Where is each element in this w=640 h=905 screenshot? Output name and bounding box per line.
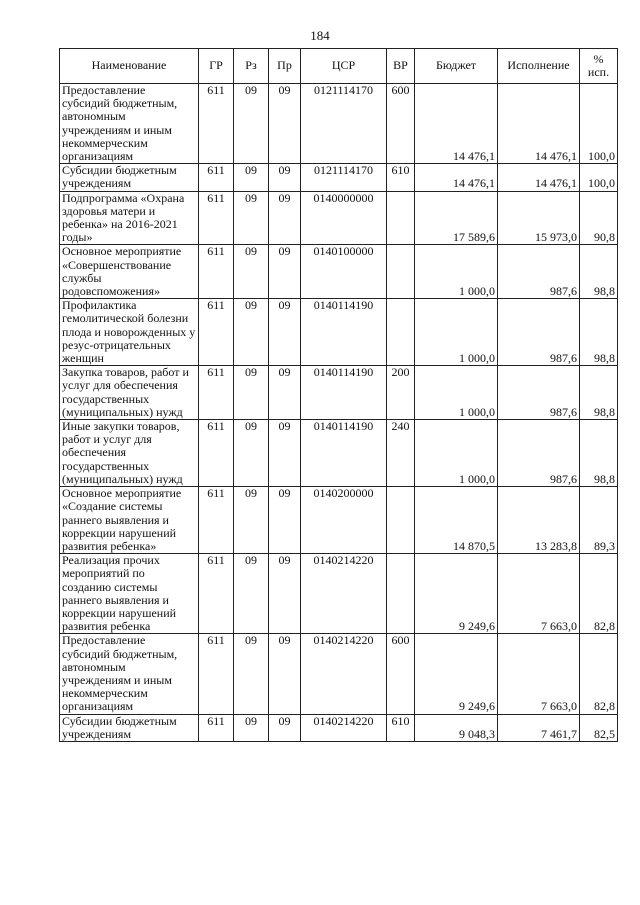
cell-csr: 0121114170 (301, 164, 387, 191)
cell-csr: 0140214220 (301, 554, 387, 634)
cell-rz: 09 (234, 299, 269, 366)
header-budget: Бюджет (415, 49, 498, 84)
cell-gr: 611 (199, 84, 234, 164)
header-csr: ЦСР (301, 49, 387, 84)
cell-vr (387, 299, 415, 366)
cell-rz: 09 (234, 634, 269, 714)
cell-name: Субсидии бюджетным учреждениям (60, 714, 199, 741)
cell-name: Профилактика гемолитической болезни плода и новорожденных у резус-отрицательных женщин (60, 299, 199, 366)
cell-name: Субсидии бюджетным учреждениям (60, 164, 199, 191)
cell-gr: 611 (199, 366, 234, 420)
cell-pr: 09 (269, 366, 301, 420)
cell-gr: 611 (199, 487, 234, 554)
cell-name: Подпрограмма «Охрана здоровья матери и ребенка» на 2016-2021 годы» (60, 191, 199, 245)
header-rz: Рз (234, 49, 269, 84)
cell-budget: 1 000,0 (415, 245, 498, 299)
cell-execution: 7 461,7 (498, 714, 580, 741)
cell-execution: 13 283,8 (498, 487, 580, 554)
cell-csr: 0140114190 (301, 366, 387, 420)
cell-pr: 09 (269, 245, 301, 299)
cell-execution: 14 476,1 (498, 164, 580, 191)
header-percent (580, 49, 618, 84)
cell-csr: 0140100000 (301, 245, 387, 299)
cell-vr: 240 (387, 420, 415, 487)
header-percent-label: исп. (587, 65, 610, 79)
table-header-row (60, 49, 618, 84)
cell-name: Предоставление субсидий бюджетным, автономным учреждениям и иным некоммерческим организациям (60, 84, 199, 164)
header-pr: Пр (269, 49, 301, 84)
cell-execution: 987,6 (498, 299, 580, 366)
cell-pr: 09 (269, 164, 301, 191)
cell-rz: 09 (234, 366, 269, 420)
cell-rz: 09 (234, 84, 269, 164)
cell-rz: 09 (234, 420, 269, 487)
cell-budget: 9 249,6 (415, 634, 498, 714)
header-percent-symbol: % (593, 52, 604, 66)
cell-csr: 0140000000 (301, 191, 387, 245)
cell-pr: 09 (269, 554, 301, 634)
cell-percent: 98,8 (580, 420, 618, 487)
cell-vr (387, 487, 415, 554)
table-row (60, 714, 618, 741)
header-gr: ГР (199, 49, 234, 84)
table-row (60, 420, 618, 487)
cell-name: Основное мероприятие «Совершенствование службы родовспоможения» (60, 245, 199, 299)
cell-rz: 09 (234, 191, 269, 245)
cell-execution: 987,6 (498, 366, 580, 420)
cell-percent: 82,5 (580, 714, 618, 741)
cell-budget: 14 476,1 (415, 84, 498, 164)
cell-pr: 09 (269, 487, 301, 554)
cell-csr: 0140200000 (301, 487, 387, 554)
cell-percent: 98,8 (580, 299, 618, 366)
cell-execution: 7 663,0 (498, 554, 580, 634)
cell-rz: 09 (234, 714, 269, 741)
cell-gr: 611 (199, 634, 234, 714)
cell-gr: 611 (199, 299, 234, 366)
cell-name: Основное мероприятие «Создание системы раннего выявления и коррекции нарушений развития ребенка» (60, 487, 199, 554)
table-row (60, 299, 618, 366)
cell-percent: 90,8 (580, 191, 618, 245)
cell-budget: 14 870,5 (415, 487, 498, 554)
header-name: Наименование (60, 49, 199, 84)
cell-gr: 611 (199, 245, 234, 299)
cell-name: Реализация прочих мероприятий по созданию системы раннего выявления и коррекции нарушений развития ребенка (60, 554, 199, 634)
cell-budget: 1 000,0 (415, 366, 498, 420)
cell-csr: 0140114190 (301, 299, 387, 366)
budget-table (59, 48, 618, 742)
table-row (60, 164, 618, 191)
cell-execution: 987,6 (498, 245, 580, 299)
cell-pr: 09 (269, 420, 301, 487)
cell-percent: 82,8 (580, 554, 618, 634)
cell-percent: 89,3 (580, 487, 618, 554)
cell-percent: 100,0 (580, 164, 618, 191)
cell-pr: 09 (269, 714, 301, 741)
cell-gr: 611 (199, 554, 234, 634)
cell-pr: 09 (269, 191, 301, 245)
cell-percent: 98,8 (580, 245, 618, 299)
cell-vr: 610 (387, 714, 415, 741)
cell-name: Закупка товаров, работ и услуг для обеспечения государственных (муниципальных) нужд (60, 366, 199, 420)
cell-gr: 611 (199, 420, 234, 487)
table-row (60, 245, 618, 299)
cell-budget: 9 048,3 (415, 714, 498, 741)
cell-pr: 09 (269, 634, 301, 714)
cell-vr (387, 554, 415, 634)
cell-percent: 100,0 (580, 84, 618, 164)
cell-name: Иные закупки товаров, работ и услуг для обеспечения государственных (муниципальных) нужд (60, 420, 199, 487)
cell-budget: 1 000,0 (415, 299, 498, 366)
cell-vr: 600 (387, 634, 415, 714)
cell-budget: 17 589,6 (415, 191, 498, 245)
table-row (60, 634, 618, 714)
table-row (60, 84, 618, 164)
cell-vr: 200 (387, 366, 415, 420)
header-execution: Исполнение (498, 49, 580, 84)
cell-budget: 1 000,0 (415, 420, 498, 487)
cell-rz: 09 (234, 487, 269, 554)
table-row (60, 487, 618, 554)
table-body (60, 84, 618, 742)
cell-csr: 0140114190 (301, 420, 387, 487)
cell-percent: 98,8 (580, 366, 618, 420)
cell-execution: 987,6 (498, 420, 580, 487)
cell-percent: 82,8 (580, 634, 618, 714)
cell-budget: 9 249,6 (415, 554, 498, 634)
page-number: 184 (310, 28, 330, 43)
cell-vr (387, 245, 415, 299)
cell-vr: 610 (387, 164, 415, 191)
cell-budget: 14 476,1 (415, 164, 498, 191)
cell-execution: 7 663,0 (498, 634, 580, 714)
table-row (60, 191, 618, 245)
cell-csr: 0121114170 (301, 84, 387, 164)
cell-name: Предоставление субсидий бюджетным, автономным учреждениям и иным некоммерческим организациям (60, 634, 199, 714)
header-vr: ВР (387, 49, 415, 84)
cell-rz: 09 (234, 164, 269, 191)
cell-gr: 611 (199, 164, 234, 191)
cell-gr: 611 (199, 191, 234, 245)
table-row (60, 366, 618, 420)
table-row (60, 554, 618, 634)
cell-pr: 09 (269, 299, 301, 366)
cell-gr: 611 (199, 714, 234, 741)
cell-execution: 15 973,0 (498, 191, 580, 245)
cell-vr (387, 191, 415, 245)
cell-csr: 0140214220 (301, 634, 387, 714)
cell-pr: 09 (269, 84, 301, 164)
cell-vr: 600 (387, 84, 415, 164)
cell-csr: 0140214220 (301, 714, 387, 741)
cell-rz: 09 (234, 554, 269, 634)
cell-rz: 09 (234, 245, 269, 299)
cell-execution: 14 476,1 (498, 84, 580, 164)
